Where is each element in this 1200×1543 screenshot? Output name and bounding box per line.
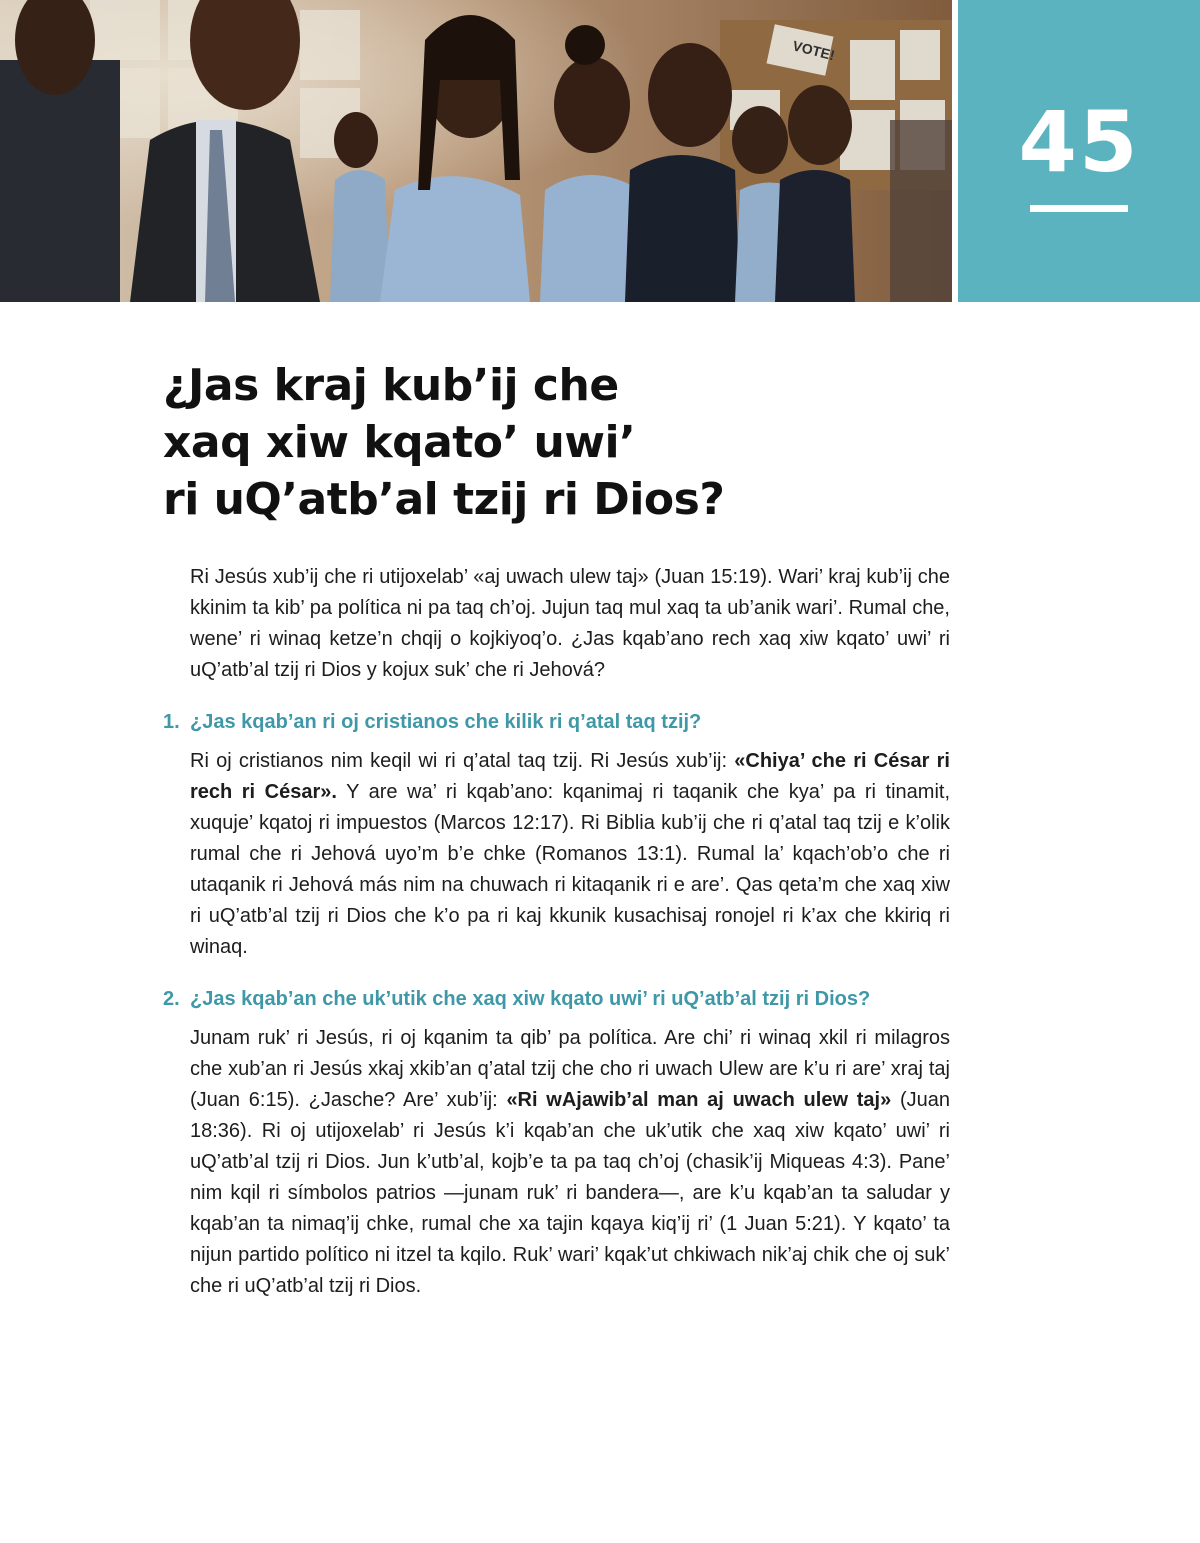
page-title bbox=[163, 357, 923, 528]
title-line: ri uQ’atb’al tzij ri Dios? bbox=[163, 474, 725, 525]
chapter-underline bbox=[1030, 205, 1128, 212]
answer-text: (Juan 18:36). Ri oj utijoxelab’ ri Jesús k’i kqab’an che uk’utik che xaq xiw kqato’ uwi’ ri uQ’atb’al tzij ri Dios. Jun k’utb’al, kojb’e ta pa taq ch’oj (chasik’ij Miqueas 4:3). Pane’ nim kqil ri símbolos patrios —junam ruk’ ri bandera—, are k’u kqab’an ta saludar y kqab’an ta nimaq’ij chke, rumal che xa tajin kqaya kiq’ij ri’ (1 Juan 5:21). Y kqato’ ta nijun partido político ni itzel ta kqilo. Ruk’ wari’ kqak’ut chkiwach nik’aj chik che oj suk’ che ri uQ’atb’al tzij ri Dios. bbox=[190, 1089, 950, 1297]
intro-paragraph: Ri Jesús xub’ij che ri utijoxelab’ «aj uwach ulew taj» (Juan 15:19). Wari’ kraj kub’ij che kkinim ta kib’ pa política ni pa taq ch’oj. Jujun taq mul xaq ta ub’anik wari’. Rumal che, wene’ ri winaq ketze’n chqij o kojkiyoq’o. ¿Jas kqab’ano rech xaq xiw kqato’ uwi’ ri uQ’atb’al tzij ri Dios y kojux suk’ che ri Jehová? bbox=[190, 566, 950, 681]
question-number: 2. bbox=[163, 988, 180, 1010]
scripture-quote: «Chiya’ che ri César ri rech ri César». bbox=[190, 750, 950, 803]
answer-2-paragraph bbox=[190, 1023, 950, 1302]
hero-photo bbox=[0, 0, 952, 302]
question-number: 1. bbox=[163, 711, 180, 733]
question-1-heading bbox=[163, 708, 950, 736]
answer-text: Ri oj cristianos nim keqil wi ri q’atal taq tzij. Ri Jesús xub’ij: bbox=[190, 750, 735, 772]
chapter-badge bbox=[958, 0, 1200, 302]
answer-1-paragraph bbox=[190, 746, 950, 963]
article-body bbox=[163, 562, 950, 1302]
title-line: xaq xiw kqato’ uwi’ bbox=[163, 417, 636, 468]
answer-text: Junam ruk’ ri Jesús, ri oj kqanim ta qib’ pa política. Are chi’ ri winaq xkil ri milagros che xub’an ri Jesús xkaj xkib’an q’atal tzij che cho ri uwach Ulew are k’u ri are’ xraj taj (Juan 6:15). ¿Jasche? Are’ xub’ij: bbox=[190, 1027, 950, 1111]
scripture-quote: «Ri wAjawib’al man aj uwach ulew taj» bbox=[506, 1089, 892, 1111]
question-text: ¿Jas kqab’an ri oj cristianos che kilik ri q’atal taq tzij? bbox=[190, 711, 702, 733]
title-line: ¿Jas kraj kub’ij che bbox=[163, 360, 619, 411]
answer-text: Y are wa’ ri kqab’ano: kqanimaj ri taqanik che kya’ pa ri tinamit, xuquje’ kqatoj ri impuestos (Marcos 12:17). Ri Biblia kub’ij che ri q’atal taq tzij e k’olik rumal che ri Jehová uyo’m b’e chke (Romanos 13:1). Rumal la’ kqach’ob’o che ri utaqanik ri Jehová más nim na chuwach ri kitaqanik ri e are’. Qas qeta’m che xaq xiw ri uQ’atb’al tzij ri Dios che k’o pa ri kaj kkunik kusachisaj ronojel ri k’ax che kkiriq ri winaq. bbox=[190, 781, 950, 958]
question-2-heading bbox=[163, 985, 950, 1013]
question-text: ¿Jas kqab’an che uk’utik che xaq xiw kqato uwi’ ri uQ’atb’al tzij ri Dios? bbox=[190, 988, 871, 1010]
chapter-number: 45 bbox=[1018, 93, 1140, 191]
vote-poster-text: VOTE! bbox=[791, 37, 837, 64]
